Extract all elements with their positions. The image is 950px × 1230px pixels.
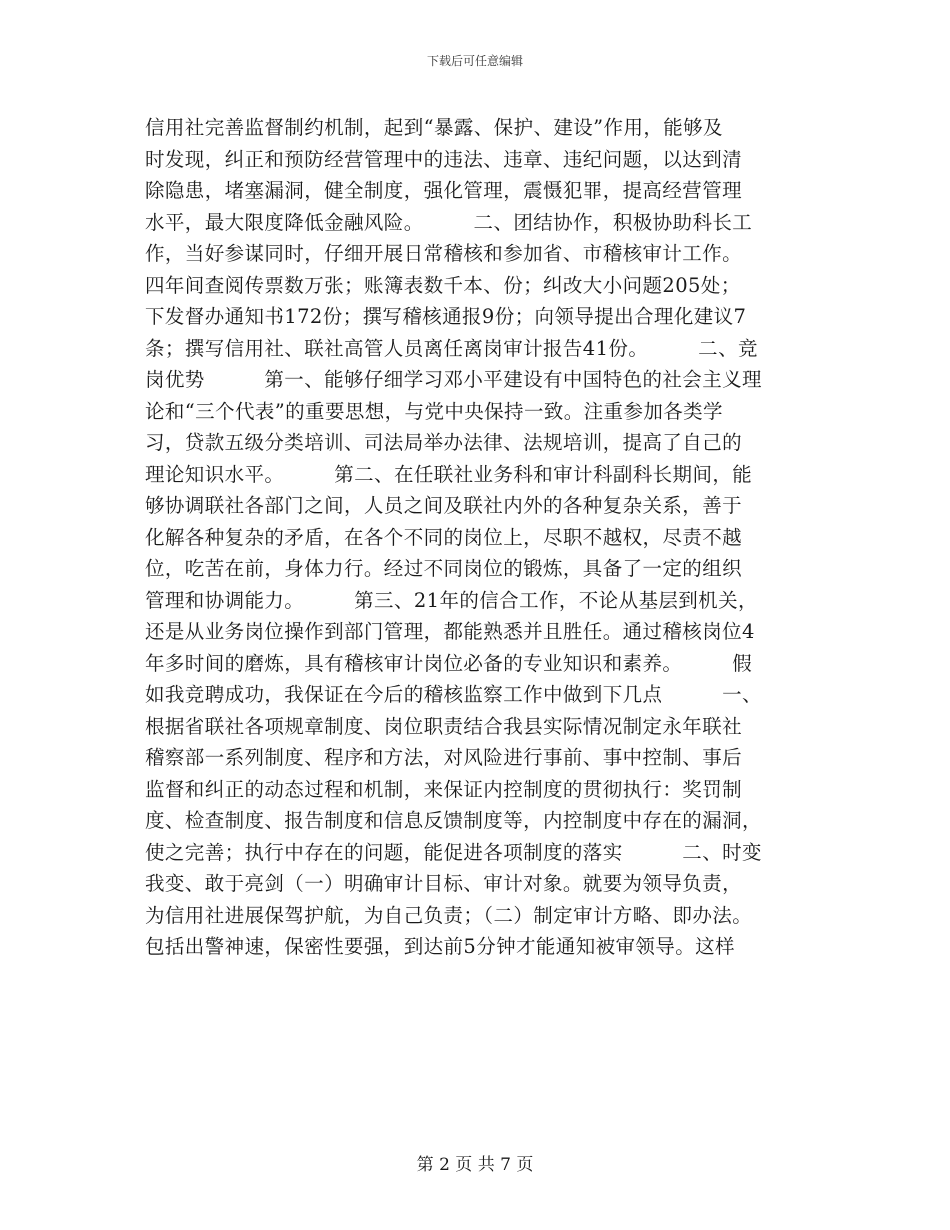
text-line: 年多时间的磨炼，具有稽核审计岗位必备的专业知识和素养。 假 — [145, 651, 753, 675]
text-line: 条；撰写信用社、联社高管人员离任离岗审计报告41份。 二、竞 — [145, 336, 758, 360]
text-line: 习，贷款五级分类培训、司法局举办法律、法规培训，提高了自己的 — [145, 431, 743, 454]
text-line: 位，吃苦在前，身体力行。经过不同岗位的锻炼，具备了一定的组织 — [145, 557, 743, 580]
text-line: 稽察部一系列制度、程序和方法，对风险进行事前、事中控制、事后 — [145, 746, 743, 769]
text-line: 度、检查制度、报告制度和信息反馈制度等，内控制度中存在的漏洞， — [145, 809, 762, 832]
text-line: 管理和协调能力。 第三、21年的信合工作，不论从基层到机关， — [145, 588, 758, 612]
text-line: 监督和纠正的动态过程和机制，来保证内控制度的贯彻执行：奖罚制 — [145, 777, 743, 801]
text-line: 理论知识水平。 第二、在任联社业务科和审计科副科长期间，能 — [145, 462, 753, 486]
text-line: 岗优势 第一、能够仔细学习邓小平建设有中国特色的社会主义理 — [145, 368, 762, 391]
text-line: 除隐患，堵塞漏洞，健全制度，强化管理，震慑犯罪，提高经营管理 — [145, 179, 743, 202]
text-line: 下发督办通知书172份；撰写稽核通报9份；向领导提出合理化建议7 — [145, 305, 747, 328]
text-line: 作，当好参谋同时，仔细开展日常稽核和参加省、市稽核审计工作。 — [145, 242, 743, 265]
text-line: 化解各种复杂的矛盾，在各个不同的岗位上，尽职不越权，尽责不越 — [145, 525, 743, 549]
text-line: 水平，最大限度降低金融风险。 二、团结协作，积极协助科长工 — [145, 210, 753, 234]
page-number: 第 2 页 共 7 页 — [416, 1155, 534, 1175]
text-line: 我变、敢于亮剑（一）明确审计目标、审计对象。就要为领导负责， — [145, 872, 743, 895]
page-header-note: 下载后可任意编辑 — [426, 54, 523, 68]
text-line: 为信用社进展保驾护航，为自己负责；（二）制定审计方略、即办法。 — [145, 903, 753, 927]
text-line: 够协调联社各部门之间，人员之间及联社内外的各种复杂关系，善于 — [145, 494, 743, 517]
text-line: 论和“三个代表”的重要思想，与党中央保持一致。注重参加各类学 — [145, 399, 723, 423]
text-line: 信用社完善监督制约机制，起到“暴露、保护、建设”作用，能够及 — [145, 116, 723, 139]
text-line: 根据省联社各项规章制度、岗位职责结合我县实际情况制定永年联社 — [145, 714, 743, 738]
text-line: 如我竞聘成功，我保证在今后的稽核监察工作中做到下几点 一、 — [145, 683, 762, 706]
text-line: 四年间查阅传票数万张；账簿表数千本、份；纠改大小问题205处； — [145, 273, 741, 297]
document-body — [145, 112, 815, 963]
text-line: 时发现，纠正和预防经营管理中的违法、违章、违纪问题，以达到清 — [145, 147, 743, 171]
text-line: 使之完善；执行中存在的问题，能促进各项制度的落实 二、时变 — [145, 840, 762, 864]
text-line: 还是从业务岗位操作到部门管理，都能熟悉并且胜任。通过稽核岗位4 — [145, 620, 755, 643]
text-line: 包括出警神速，保密性要强，到达前5分钟才能通知被审领导。这样 — [145, 935, 735, 958]
